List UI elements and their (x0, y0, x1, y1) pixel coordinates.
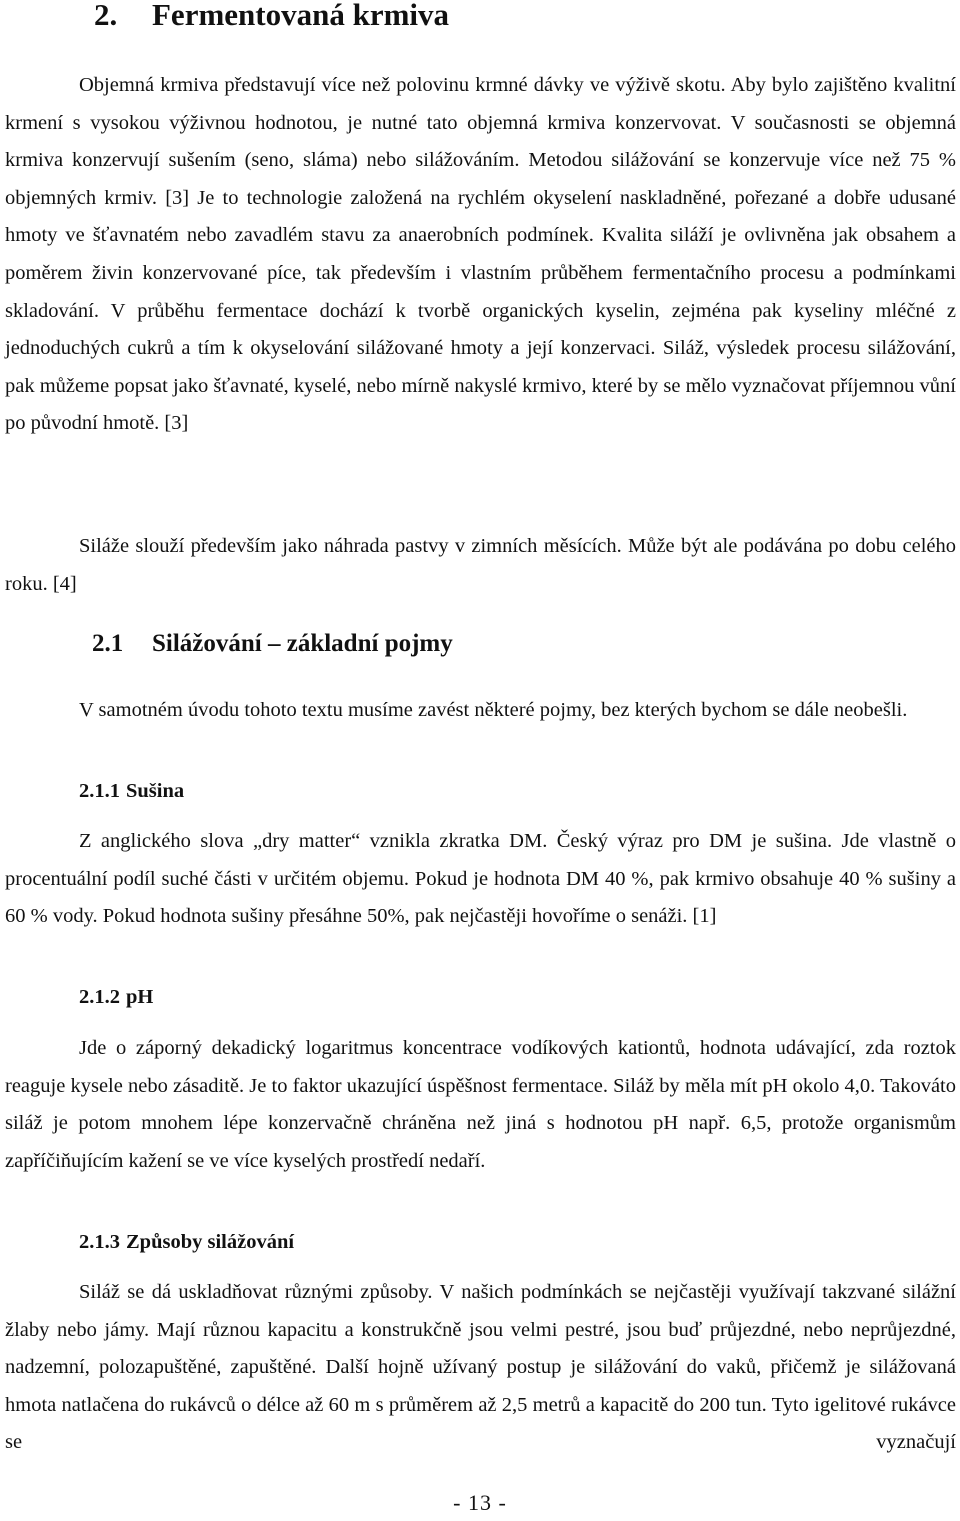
paragraph-intro-text: Objemná krmiva představují více než polovinu krmné dávky ve výživě skotu. Aby bylo zajištěno kvalitní krmení s vysokou výživnou hodnotou, je nutné tato objemná krmiva konzervovat. V současnosti se objemná krmiva konzervují sušením (seno, sláma) nebo silážováním. Metodou silážování se konzervuje více než 75 % objemných krmiv. [3] Je to technologie založená na rychlém okyselení naskladněné, pořezané a dobře udusané hmoty ve šťavnatém nebo zavadlém stavu za anaerobních podmínek. Kvalita siláží je ovlivněna jak obsahem a poměrem živin konzervované píce, tak především i vlastním průběhem fermentačního procesu a podmínkami skladování. V průběhu fermentace dochází k tvorbě organických kyselin, zejména pak kyseliny mléčné z jednoduchých cukrů a tím k okyselování silážované hmoty a její konzervaci. Siláž, výsledek procesu silážování, pak můžeme popsat jako šťavnaté, kyselé, nebo mírně nakyslé krmivo, které by se mělo vyznačovat příjemnou vůní po původní hmotě. [3] (5, 74, 956, 435)
section-number: 2.1 (92, 630, 124, 657)
paragraph-silage-use (5, 528, 956, 603)
paragraph-sushina-text: Z anglického slova „dry matter“ vznikla zkratka DM. Český výraz pro DM je sušina. Jde vlastně o procentuální podíl suché části v určitém objemu. Pokud je hodnota DM 40 %, pak krmivo obsahuje 40 % sušiny a 60 % vody. Pokud hodnota sušiny přesáhne 50%, pak nejčastěji hovoříme o senáži. [1] (5, 830, 956, 928)
subsection-title: Sušina (126, 780, 185, 802)
paragraph-zpusoby (5, 1274, 956, 1462)
subsection-title: pH (126, 986, 154, 1008)
paragraph-silage-use-text: Siláže slouží především jako náhrada pastvy v zimních měsících. Může být ale podávána po dobu celého roku. [4] (5, 535, 956, 595)
subsection-number: 2.1.2 (79, 986, 120, 1008)
chapter-heading (94, 0, 449, 33)
paragraph-intro (5, 67, 956, 443)
subsection-title: Způsoby silážování (126, 1231, 295, 1253)
subsection-heading-zpusoby (79, 1231, 294, 1254)
paragraph-zpusoby-text: Siláž se dá uskladňovat různými způsoby. V našich podmínkách se nejčastěji využívají takzvané silážní žlaby nebo jámy. Mají různou kapacitu a konstrukčně jsou velmi pestré, jsou buď průjezdné, nebo neprůjezdné, nadzemní, polozapuštěné, zapuštěné. Další hojně užívaný postup je silážování do vaků, přičemž je silážovaná hmota natlačena do rukávců o délce až 60 m s průměrem až 2,5 metrů a kapacitě do 200 tun. Tyto igelitové rukávce se vyznačují (5, 1281, 956, 1454)
paragraph-section-intro-text: V samotném úvodu tohoto textu musíme zavést některé pojmy, bez kterých bychom se dále neobešli. (79, 699, 908, 721)
subsection-heading-ph (79, 986, 153, 1009)
subsection-number: 2.1.3 (79, 1231, 120, 1253)
paragraph-ph (5, 1030, 956, 1180)
paragraph-section-intro (5, 692, 956, 730)
chapter-number: 2. (94, 0, 118, 32)
page-number: - 13 - (453, 1490, 507, 1515)
section-heading-2-1 (92, 630, 453, 658)
chapter-title: Fermentovaná krmiva (152, 0, 450, 32)
section-title: Silážování – základní pojmy (152, 630, 453, 657)
subsection-number: 2.1.1 (79, 780, 120, 802)
subsection-heading-sushina (79, 780, 184, 803)
paragraph-ph-text: Jde o záporný dekadický logaritmus koncentrace vodíkových kationtů, hodnota udávající, zda roztok reaguje kysele nebo zásaditě. Je to faktor ukazující úspěšnost fermentace. Siláž by měla mít pH okolo 4,0. Takováto siláž je potom mnohem lépe konzervačně chráněna než jiná s hodnotou pH např. 6,5, protože organismům zapříčiňujícím kažení se ve více kyselých prostředí nedaří. (5, 1037, 956, 1172)
paragraph-sushina (5, 823, 956, 936)
